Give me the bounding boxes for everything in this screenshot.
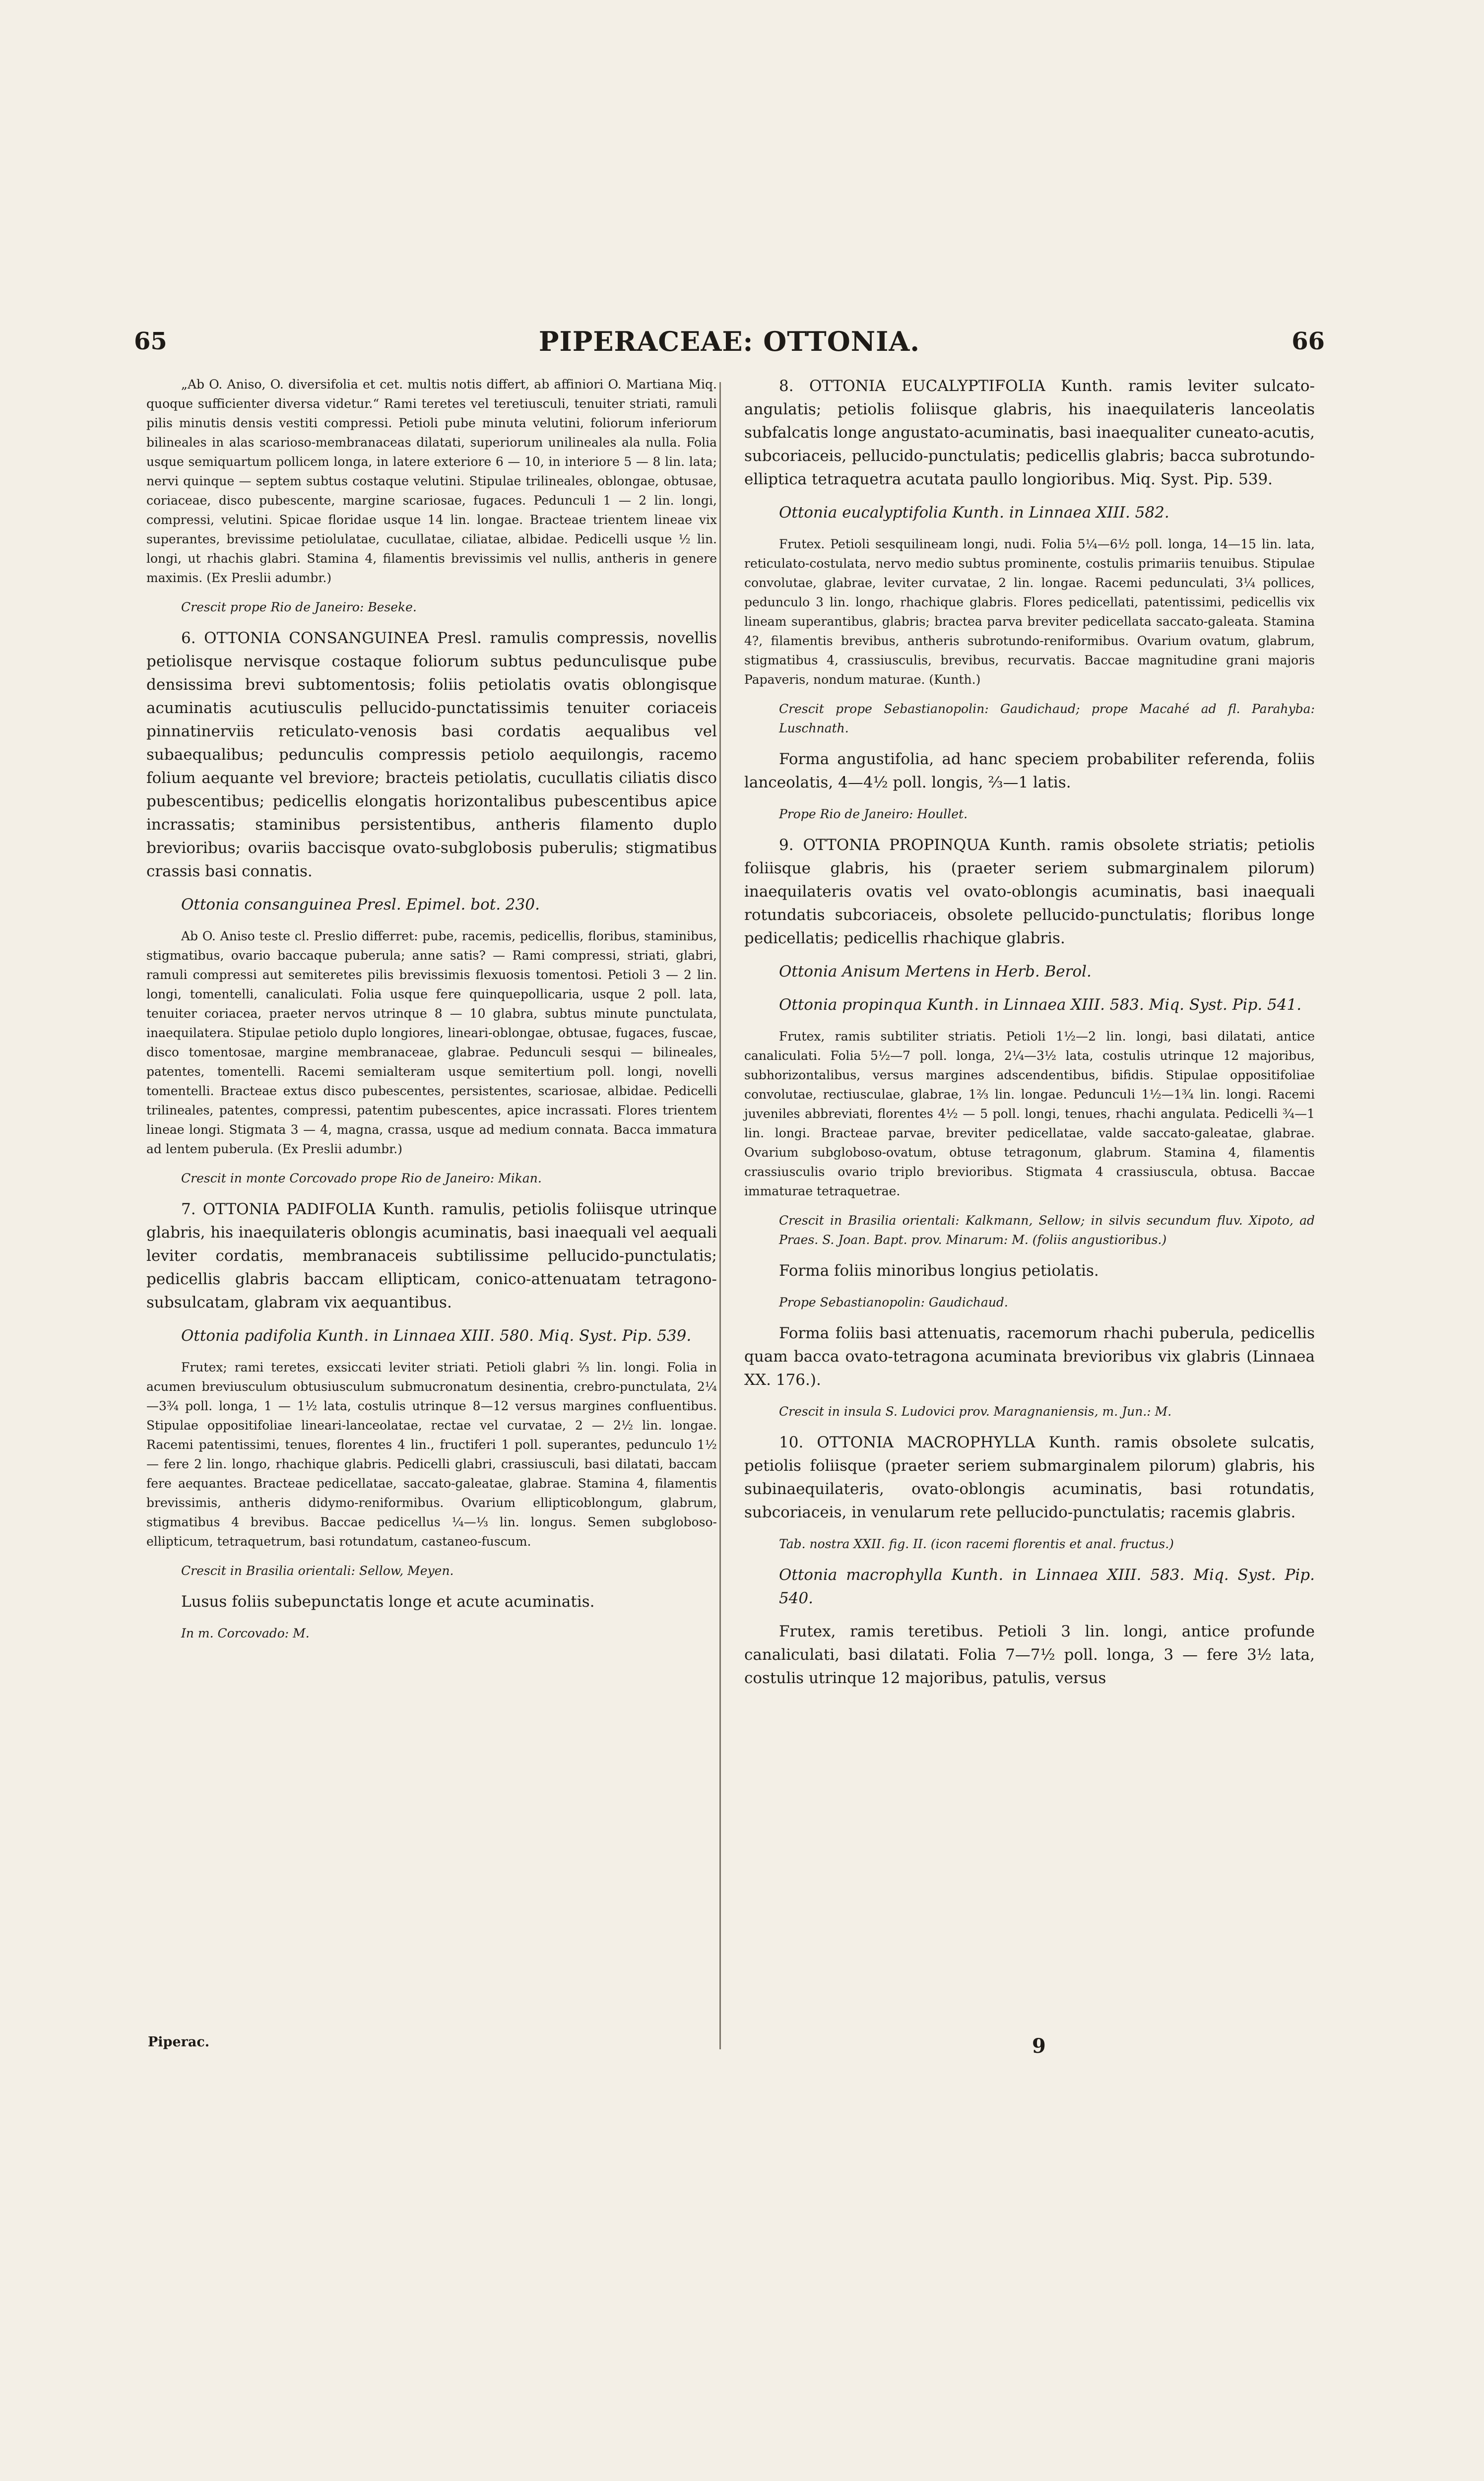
page-number-right: 66 [1291,327,1325,355]
paragraph: Frutex. Petioli sesquilineam longi, nudi. Folia 5¼—6½ poll. longa, 14—15 lin. lata, reticulato-costulata, nervo medio subtus prominente, costulis primariis tenuibus. Stipulae convolutae, glabrae, leviter curvatae, 2 lin. longae. Racemi pedunculati, 3¼ pollices, pedunculo 3 lin. longo, rhachique glabris. Flores pedicellati, patentissimi, pedicellis vix lineam superantibus, glabris; bractea parva breviter pedicellata saccato-galeata. Stamina 4?, filamentis brevibus, antheris subrotundo-reniformibus. Ovarium ovatum, glabrum, stigmatibus 4, crassiusculis, brevibus, recurvatis. Baccae magnitudine grani majoris Papaveris, nondum maturae. (Kunth.) [744,537,1315,687]
species-heading: 8. OTTONIA EUCALYPTIFOLIA Kunth. ramis leviter sulcato-angulatis; petiolis foliisque glabris, his inaequilateris lanceolatis subfalcatis longe angustato-acuminatis, basi inaequaliter cuneato-acutis, subcoriaceis, pellucido-punctulatis; pedicellis glabris; bacca subrotundo-elliptica tetraquetra acutata paullo longioribus. Miq. Syst. Pip. 539. [744,377,1315,488]
citation-line: In m. Corcovado: M. [181,1626,310,1640]
citation-line: Crescit in insula S. Ludovici prov. Maragnaniensis, m. Jun.: M. [779,1404,1172,1419]
paragraph: Forma angustifolia, ad hanc speciem probabiliter referenda, foliis lanceolatis, 4—4½ poll. longis, ⅔—1 latis. [744,750,1315,791]
citation-line: Prope Rio de Janeiro: Houllet. [779,807,968,821]
paragraph: Frutex; rami teretes, exsiccati leviter striati. Petioli glabri ⅔ lin. longi. Folia in acumen breviusculum obtusiusculum submucronatum desinentia, crebro-punctulata, 2¼—3¾ poll. longa, 1 — 1½ lata, costulis utrinque 8—12 versus margines confluentibus. Stipulae oppositifoliae lineari-lanceolatae, rectae vel curvatae, 2 — 2½ lin. longae. Racemi patentissimi, tenues, florentes 4 lin., fructiferi 1 poll. superantes, pedunculo 1½ — fere 2 lin. longo, rhachique glabris. Pedicelli glabri, crassiusculi, basi dilatati, baccam fere aequantes. Bracteae pedicellatae, saccato-galeatae, glabrae. Stamina 4, filamentis brevissimis, antheris didymo-reniformibus. Ovarium ellipticoblongum, glabrum, stigmatibus 4 brevibus. Baccae pedicellus ¼—⅓ lin. longus. Semen subgloboso-ellipticum, tetraquetrum, basi rotundatum, castaneo-fuscum. [146,1360,717,1549]
running-title: PIPERACEAE: OTTONIA. [538,326,920,357]
citation-line: Tab. nostra XXII. fig. II. (icon racemi florentis et anal. fructus.) [779,1537,1174,1551]
species-heading: 7. OTTONIA PADIFOLIA Kunth. ramulis, petiolis foliisque utrinque glabris, his inaequilateris oblongis acuminatis, basi inaequali vel aequali leviter cordatis, membranaceis subtilissime pellucido-punctulatis; pedicellis glabris baccam ellipticam, conico-attenuatam tetragono-subsulcatam, glabram vix aequantibus. [146,1200,717,1311]
citation-line: Crescit prope Rio de Janeiro: Beseke. [181,600,417,614]
paragraph: Forma foliis basi attenuatis, racemorum rhachi puberula, pedicellis quam bacca ovato-tetragona acuminata brevioribus vix glabris (Linnaea XX. 176.). [744,1324,1315,1389]
paragraph: Forma foliis minoribus longius petiolatis. [779,1262,1099,1280]
page-number-left: 65 [134,327,167,355]
citation-line: Crescit in Brasilia orientali: Kalkmann, Sellow; in silvis secundum fluv. Xipoto, ad Praes. S. Joan. Bapt. prov. Minarum: M. (foliis angustioribus.) [779,1213,1315,1247]
citation-line: Ottonia padifolia Kunth. in Linnaea XIII. 580. Miq. Syst. Pip. 539. [181,1327,692,1345]
paragraph: Frutex, ramis subtiliter striatis. Petioli 1½—2 lin. longi, basi dilatati, antice canaliculati. Folia 5½—7 poll. longa, 2¼—3½ lata, costulis utrinque 12 majoribus, subhorizontalibus, versus margines adscendentibus, bifidis. Stipulae oppositifoliae convolutae, rectiusculae, glabrae, 1⅔ lin. longae. Pedunculi 1½—1¾ lin. longi. Racemi juveniles abbreviati, florentes 4½ — 5 poll. longi, tenues, rhachi angulata. Pedicelli ¾—1 lin. longi. Bracteae parvae, breviter pedicellatae, valde saccato-galeatae, glabrae. Ovarium subgloboso-ovatum, obtuse tetragonum, glabrum. Stamina 4, filamentis crassiusculis ovario triplo brevioribus. Stigmata 4 crassiuscula, obtusa. Baccae immaturae tetraquetrae. [744,1029,1315,1198]
paragraph: Lusus foliis subepunctatis longe et acute acuminatis. [181,1593,595,1611]
footer-signature-text: Piperac. [148,2034,210,2050]
column-divider [719,382,721,2049]
right-column [744,375,1315,1700]
citation-line: Ottonia propinqua Kunth. in Linnaea XIII. 583. Miq. Syst. Pip. 541. [779,996,1302,1014]
citation-line: Ottonia consanguinea Presl. Epimel. bot. 230. [181,896,540,914]
left-column [146,375,717,1653]
citation-line: Crescit prope Sebastianopolin: Gaudichaud; prope Macahé ad fl. Parahyba: Luschnath. [779,702,1315,735]
running-header [134,323,1325,367]
citation-line: Ottonia macrophylla Kunth. in Linnaea XIII. 583. Miq. Syst. Pip. 540. [779,1566,1315,1607]
sheet-signature-number: 9 [1032,2034,1046,2058]
citation-line: Prope Sebastianopolin: Gaudichaud. [779,1295,1008,1309]
paragraph: Frutex, ramis teretibus. Petioli 3 lin. longi, antice profunde canaliculati, basi dilatati. Folia 7—7½ poll. longa, 3 — fere 3½ lata, costulis utrinque 12 majoribus, patulis, versus [744,1623,1315,1687]
citation-line: Ottonia eucalyptifolia Kunth. in Linnaea XIII. 582. [779,504,1169,522]
citation-line: Crescit in monte Corcovado prope Rio de Janeiro: Mikan. [181,1171,542,1185]
citation-line: Ottonia Anisum Mertens in Herb. Berol. [779,963,1092,980]
paragraph: Ab O. Aniso teste cl. Preslio differret: pube, racemis, pedicellis, floribus, staminibus, stigmatibus, ovario baccaque puberula; anne satis? — Rami compressi, striati, glabri, ramuli compressi aut semiteretes pilis brevissimis flexuosis tomentosi. Petioli 3 — 2 lin. longi, tomentelli, canaliculati. Folia usque fere quinquepollicaria, usque 2 poll. lata, tenuiter coriacea, praeter nervos utrinque 8 — 10 glabra, subtus minute punctulata, inaequilatera. Stipulae petiolo duplo longiores, lineari-oblongae, obtusae, fugaces, fuscae, disco tomentosae, margine membranaceae, glabrae. Pedunculi sesqui — bilineales, patentes, tomentelli. Racemi semialteram usque semitertium poll. longi, novelli tomentelli. Bracteae extus disco pubescentes, persistentes, scariosae, albidae. Pedicelli trilineales, patentes, compressi, patentim pubescentes, apice incrassati. Flores trientem lineae longi. Stigmata 3 — 4, magna, crassa, usque ad medium connata. Bacca immatura ad lentem puberula. (Ex Preslii adumbr.) [146,929,717,1156]
species-heading: 10. OTTONIA MACROPHYLLA Kunth. ramis obsolete sulcatis, petiolis foliisque (praeter seriem submarginalem pilorum) glabris, his subinaequilateris, ovato-oblongis acuminatis, basi rotundatis, subcoriaceis, in venularum rete pellucido-punctulatis; racemis glabris. [744,1434,1315,1521]
paragraph: „Ab O. Aniso, O. diversifolia et cet. multis notis differt, ab affiniori O. Martiana Miq. quoque sufficienter diversa videtur.“ Rami teretes vel teretiusculi, tenuiter striati, ramuli pilis minutis densis vestiti compressi. Petioli pube minuta velutini, foliorum inferiorum bilineales in alas scarioso-membranaceas dilatati, superiorum unilineales ala nulla. Folia usque semiquartum pollicem longa, in latere exteriore 6 — 10, in interiore 5 — 8 lin. lata; nervi quinque — septem subtus costaque velutini. Stipulae trilineales, oblongae, obtusae, coriaceae, disco pubescente, margine scariosae, fugaces. Pedunculi 1 — 2 lin. longi, compressi, velutini. Spicae floridae usque 14 lin. longae. Bracteae trientem lineae vix superantes, brevissime petiolulatae, cucullatae, ciliatae, albidae. Pedicelli usque ½ lin. longi, ut rhachis glabri. Stamina 4, filamentis brevissimis vel nullis, antheris in genere maximis. (Ex Preslii adumbr.) [146,377,717,585]
species-heading: 9. OTTONIA PROPINQUA Kunth. ramis obsolete striatis; petiolis foliisque glabris, his (praeter seriem submarginalem pilorum) inaequilateris ovatis vel ovato-oblongis acuminatis, basi inaequali rotundatis subcoriaceis, obsolete pellucido-punctulatis; floribus longe pedicellatis; pedicellis rhachique glabris. [744,836,1315,947]
citation-line: Crescit in Brasilia orientali: Sellow, Meyen. [181,1564,454,1578]
species-heading: 6. OTTONIA CONSANGUINEA Presl. ramulis compressis, novellis petiolisque nervisque costaque foliorum subtus pedunculisque pube densissima brevi subtomentosis; foliis petiolatis ovatis oblongisque acuminatis acutiusculis pellucido-punctatissimis tenuiter coriaceis pinnatinerviis reticulato-venosis basi cordatis aequalibus vel subaequalibus; pedunculis compressis petiolo aequilongis, racemo folium aequante vel breviore; bracteis petiolatis, cucullatis ciliatis disco pubescentibus; pedicellis elongatis horizontalibus pubescentibus apice incrassatis; staminibus persistentibus, antheris filamento duplo brevioribus; ovariis baccisque ovato-subglobosis puberulis; stigmatibus crassis basi connatis. [146,629,717,880]
